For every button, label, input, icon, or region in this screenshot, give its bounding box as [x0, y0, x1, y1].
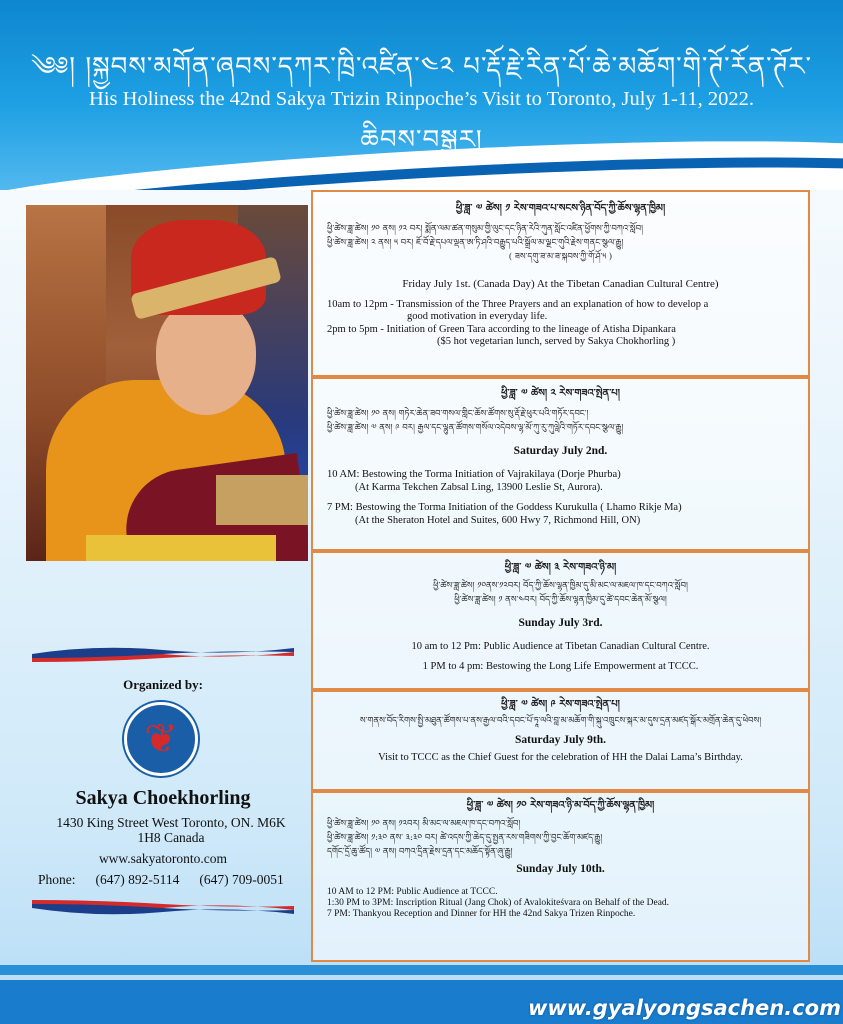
event-line: good motivation in everyday life. — [407, 311, 548, 322]
tibetan-line: ཕྱི་ཚེས་ཟླ་ཚེས། ༡༠ ནས། ༡༢ བར། སྨོན་ལམ་ཚན་གསུམ་གྱི་ལུང་དང་ཉིན་རེའི་ཀུན་སློང་འཛིན་ཕྱོགས་ཀྱི་བཀའ་སློབ། — [327, 224, 643, 234]
organizer-address — [40, 815, 302, 845]
organizer-phones — [38, 872, 298, 888]
event-day: Saturday July 2nd. — [513, 445, 608, 457]
event-line: 10 am to 12 Pm: Public Audience at Tibetan Canadian Cultural Centre. — [411, 641, 710, 652]
organizer-name: Sakya Choekhorling — [75, 787, 251, 809]
organizer-logo — [124, 702, 198, 776]
tibetan-line: ཕྱི་ཚེས་ཟླ་ཚེས། ༡ ནས་༤བར། བོད་ཀྱི་ཆོས་ལྷན་ཁྱིམ་དུ་ཚེ་དབང་ཆེན་མོ་སྩལ། — [454, 595, 667, 605]
phone-number-1: (647) 892-5114 — [95, 872, 180, 887]
event-line: 7 PM: Thankyou Reception and Dinner for HH the 42nd Sakya Trizen Rinpoche. — [327, 909, 636, 919]
tibetan-line: ( ཟས་དགུ་ཟ་མ་ཟ་སྐབས་ཀྱི་གོ་ཤོ་༥ ) — [508, 252, 613, 262]
event-day: Friday July 1st. (Canada Day) At the Tibetan Canadian Cultural Centre) — [402, 278, 719, 290]
english-title: His Holiness the 42nd Sakya Trizin Rinpoche’s Visit to Toronto, July 1-11, 2022. — [89, 88, 754, 110]
event-line: Visit to TCCC as the Chief Guest for the celebration of HH the Dalai Lama’s Birthday. — [378, 752, 743, 763]
address-line1: 1430 King Street West Toronto, ON. M6K — [56, 815, 286, 830]
schedule-panel-july-2 — [311, 377, 810, 551]
decorative-wave-top — [32, 646, 294, 664]
event-line: (At Karma Tekchen Zabsal Ling, 13900 Leslie St, Aurora). — [355, 481, 603, 493]
tibetan-line: ཕྱི་ཚེས་ཟླ་ཚེས། ༡༠ནས་༡༢བར། བོད་ཀྱི་ཆོས་ལྷན་ཁྱིམ་དུ་མི་མང་ལ་མཇལ་ཁ་དང་བཀའ་སློབ། — [433, 581, 688, 591]
portrait-photo — [26, 205, 308, 561]
tibetan-heading: ཕྱི་ཟླ་ ༧ ཚེས། ༢ རེས་གཟའ་སྤེན་པ། — [501, 388, 620, 399]
schedule-panel-july-3 — [311, 551, 810, 690]
tibetan-line: ཕྱི་ཚེས་ཟླ་ཚེས། ༧ ནས། ༩ བར། རྒྱལ་དང་ལྷུན་ཚོགས་གསོལ་འདེབས་ལྷ་མོ་ཀུ་རུ་ཀུལླེའི་གཏོར་དབང་སྩལ་རྒྱུ། — [327, 423, 624, 433]
event-line: 10am to 12pm - Transmission of the Three Prayers and an explanation of how to develop a — [327, 298, 709, 310]
event-line: 1:30 PM to 3PM: Inscription Ritual (Jang Chok) of Avalokiteśvara on Behalf of the Dead. — [327, 898, 670, 908]
event-day: Sunday July 10th. — [516, 863, 605, 875]
event-line: 1 PM to 4 pm: Bestowing the Long Life Empowerment at TCCC. — [422, 660, 699, 672]
phone-label: Phone: — [38, 872, 76, 887]
phone-number-2: (647) 709-0051 — [199, 872, 284, 887]
tibetan-line: ས་གནས་བོད་རིགས་སྤྱི་མཐུན་ཚོགས་པ་ནས་རྒྱལ་བའི་དབང་པོ་ཏཱ་ལའི་བླ་མ་མཆོག་གི་སྐུ་འཁྲུངས་སྐར་མ་དུས་དྲན་མཛད་སྒོར་མགྲོན་ཆེན་དུ་ཕེབས། — [359, 716, 762, 726]
schedule-panel-july-10 — [311, 791, 810, 962]
event-line: 10 AM: Bestowing the Torma Initiation of Vajrakilaya (Dorje Phurba) — [327, 469, 621, 480]
decorative-wave-bottom — [32, 898, 294, 916]
event-line: (At the Sheraton Hotel and Suites, 600 Hwy 7, Richmond Hill, ON) — [355, 514, 641, 526]
tibetan-line: ཕྱི་ཚེས་ཟླ་ཚེས། ༡༠ ནས། གཏེར་ཆེན་ཟབ་གསལ་གླིང་ཆོས་ཚོགས་སུ་རྡོ་རྗེ་ཕུར་པའི་གཏོར་དབང་། — [327, 409, 589, 419]
tibetan-heading: ཕྱི་ཟླ་ ༧ ཚེས། ༣ རེས་གཟའ་ཉི་མ། — [504, 562, 617, 573]
event-line: 7 PM: Bestowing the Torma Initiation of the Goddess Kurukulla ( Lhamo Rikje Ma) — [327, 502, 682, 513]
event-day: Saturday July 9th. — [514, 734, 607, 746]
footer-watermark-website[interactable]: www.gyalyongsachen.com — [527, 996, 841, 1020]
header-banner — [0, 0, 843, 190]
event-day: Sunday July 3rd. — [518, 617, 603, 629]
schedule-panel-july-9 — [311, 690, 810, 791]
tibetan-heading: ཕྱི་ཟླ་ ༧ ཚེས། ༡ རེས་གཟའ་པ་སངས་ཉིན་བོད་ཀྱི་ཆོས་ལྷན་ཁྱིམ། — [455, 203, 666, 214]
address-line2: 1H8 Canada — [137, 830, 205, 845]
event-line: 2pm to 5pm - Initiation of Green Tara according to the lineage of Atisha Dipankara — [327, 323, 676, 335]
organized-by-label: Organized by: — [123, 677, 203, 692]
maple-leaf-icon: ❦ — [144, 716, 178, 761]
tibetan-line: དགོང་དྲོ་ཆུ་ཚོད། ༧ ནས། བཀའ་དྲིན་རྗེས་དྲན་དང་མཆོད་སྟོན་ཞུ་རྒྱུ། — [327, 847, 513, 857]
event-line: ($5 hot vegetarian lunch, served by Sakya Chokhorling ) — [437, 336, 676, 347]
tibetan-line: ཕྱི་ཚེས་ཟླ་ཚེས། ༢ ནས། ༥ བར། ཇོ་བོ་རྗེ་དཔལ་ལྡན་ཨ་ཏི་ཤའི་བརྒྱུད་པའི་སྒྲོལ་མ་ལྗང་གུའི་རྗེས་གནང་སྩལ་རྒྱུ། — [327, 238, 624, 248]
organizer-website[interactable]: www.sakyatoronto.com — [98, 851, 228, 866]
event-line: 10 AM to 12 PM: Public Audience at TCCC. — [327, 887, 498, 897]
tibetan-heading: ཕྱི་ཟླ་ ༧ ཚེས། ༩ རེས་གཟའ་སྤེན་པ། — [501, 699, 620, 710]
footer-stripe — [0, 965, 843, 975]
tibetan-title: ༄༅། །སྐྱབས་མགོན་ཞབས་དཀར་ཁྲི་འཛིན་༤༢ པ་རྡོ་རྗེ་རིན་པོ་ཆེ་མཆོག་གི་ཊོ་རོན་ཊོར་ཆིབས་བསྒྱུར། — [30, 52, 813, 155]
tibetan-line: ཕྱི་ཚེས་ཟླ་ཚེས། ༡༠ ནས། ༡༢བར། མི་མང་ལ་མཇལ་ཁ་དང་བཀའ་སློབ། — [327, 819, 521, 829]
tibetan-line: ཕྱི་ཚེས་ཟླ་ཚེས། ༡:༣༠ ནས་ ༣:༣༠ བར། ཚེ་འདས་ཀྱི་ཆེད་དུ་སྤྱན་རས་གཟིགས་ཀྱི་བྱང་ཆོག་མཛད་རྒྱུ། — [327, 833, 603, 843]
schedule-panel-july-1 — [311, 190, 810, 377]
tibetan-heading: ཕྱི་ཟླ་ ༧ ཚེས། ༡༠ རེས་གཟའ་ཉི་མ་བོད་ཀྱི་ཆོས་ལྷན་ཁྱིམ། — [466, 800, 655, 811]
